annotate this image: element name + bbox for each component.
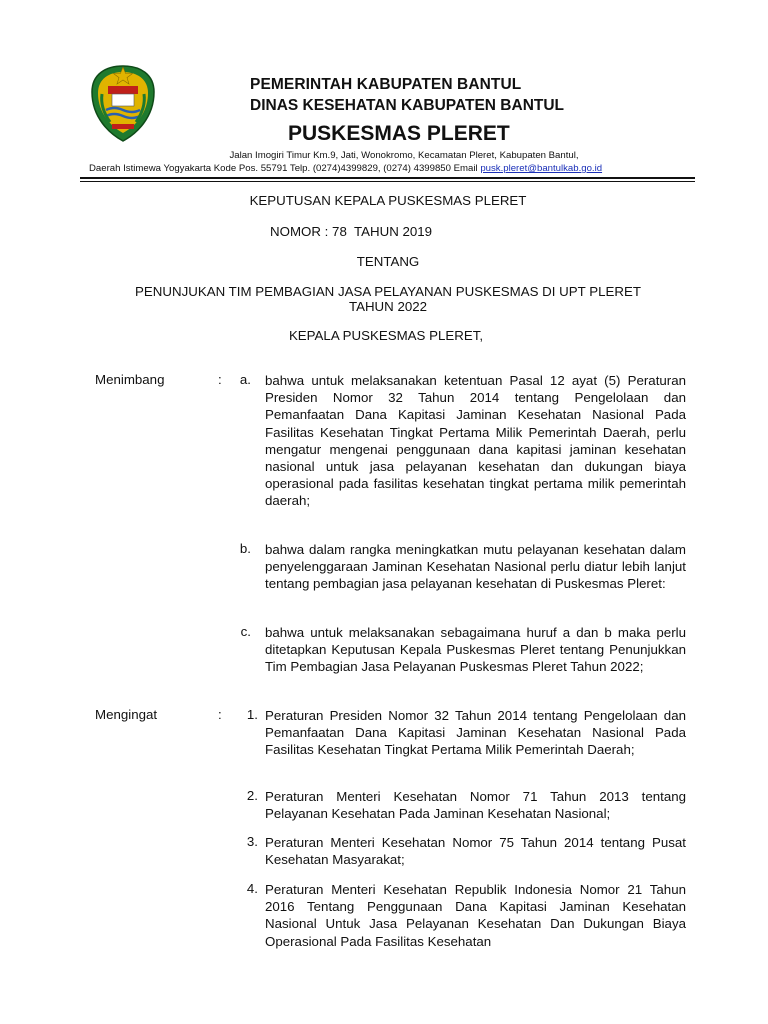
menimbang-colon: :: [218, 372, 222, 387]
menimbang-item-a: bahwa untuk melaksanakan ketentuan Pasal 12 ayat (5) Peraturan Presiden Nomor 32 Tahun 2014 tentang Pengelolaan dan Pemanfaatan Dana Kapitasi Jaminan Kesehatan Nasional Pada Fasilitas Kesehatan Tingkat Pertama Milik Pemerintah Daerah, perlu mengatur mengenai penggunaan dana kapitasi jaminan kesehatan nasional untuk jasa pelayanan kesehatan dan dukungan biaya operasional pada fasilitas kesehatan tingkat pertama milik pemerintah daerah;: [265, 373, 686, 509]
mengingat-item-1: Peraturan Presiden Nomor 32 Tahun 2014 tentang Pengelolaan dan Pemanfaatan Dana Kapitasi Jaminan Kesehatan Nasional Pada Fasilitas Kesehatan Tingkat Pertama Milik Pemerintah Daerah;: [265, 708, 686, 758]
mengingat-colon: :: [218, 707, 222, 722]
address-line-2: [89, 163, 602, 174]
mengingat-mark-3: 3.: [246, 834, 258, 849]
agency-name: DINAS KESEHATAN KABUPATEN BANTUL: [250, 97, 565, 114]
decree-number: NOMOR : 78 TAHUN 2019: [270, 224, 433, 239]
menimbang-item-b: bahwa dalam rangka meningkatkan mutu pelayanan kesehatan dalam penyelenggaraan Jaminan Kesehatan Nasional perlu diatur lebih lanjut tentang pembagian jasa pelayanan kesehatan di Puskesmas Pleret:: [265, 542, 686, 592]
mengingat-mark-4: 4.: [246, 881, 258, 896]
government-name: PEMERINTAH KABUPATEN BANTUL: [250, 76, 522, 93]
letterhead-rule-thin: [80, 181, 695, 182]
mengingat-item-4: Peraturan Menteri Kesehatan Republik Indonesia Nomor 21 Tahun 2016 Tentang Penggunaan Dana Kapitasi Jaminan Kesehatan Nasional Untuk Jasa Pelayanan Kesehatan Dan Dukungan Biaya Operasional Pada Fasilitas Kesehatan: [265, 882, 686, 949]
email-link[interactable]: pusk.pleret@bantulkab.go.id: [480, 163, 603, 174]
bantul-regency-logo: [88, 62, 158, 144]
letterhead-rule-thick: [80, 177, 695, 179]
menimbang-mark-a: a.: [239, 372, 251, 387]
menimbang-item-c: bahwa untuk melaksanakan sebagaimana huruf a dan b maka perlu ditetapkan Keputusan Kepala Puskesmas Pleret tentang Penunjukkan Tim Pembagian Jasa Pelayanan Puskesmas Pleret Tahun 2022;: [265, 625, 686, 675]
menimbang-mark-c: c.: [240, 624, 251, 639]
mengingat-item-2: Peraturan Menteri Kesehatan Nomor 71 Tahun 2013 tentang Pelayanan Kesehatan Pada Jaminan Kesehatan Nasional;: [265, 789, 686, 822]
signatory-heading: KEPALA PUSKESMAS PLERET,: [288, 328, 484, 343]
decree-subject: PENUNJUKAN TIM PEMBAGIAN JASA PELAYANAN PUSKESMAS DI UPT PLERET TAHUN 2022: [135, 284, 641, 314]
decree-about-label: TENTANG: [356, 254, 420, 269]
address-line-1: Jalan Imogiri Timur Km.9, Jati, Wonokromo, Kecamatan Pleret, Kabupaten Bantul,: [229, 150, 579, 161]
regency-seal-icon: [88, 62, 158, 144]
mengingat-mark-1: 1.: [246, 707, 258, 722]
menimbang-mark-b: b.: [239, 541, 251, 556]
address-text: Daerah Istimewa Yogyakarta Kode Pos. 55791 Telp. (0274)4399829, (0274) 4399850 Email: [89, 163, 481, 174]
menimbang-label: Menimbang: [95, 372, 165, 387]
decree-title: KEPUTUSAN KEPALA PUSKESMAS PLERET: [249, 193, 527, 208]
mengingat-label: Mengingat: [95, 707, 158, 722]
institution-title: PUSKESMAS PLERET: [288, 122, 510, 145]
mengingat-item-3: Peraturan Menteri Kesehatan Nomor 75 Tahun 2014 tentang Pusat Kesehatan Masyarakat;: [265, 835, 686, 868]
mengingat-mark-2: 2.: [246, 788, 258, 803]
